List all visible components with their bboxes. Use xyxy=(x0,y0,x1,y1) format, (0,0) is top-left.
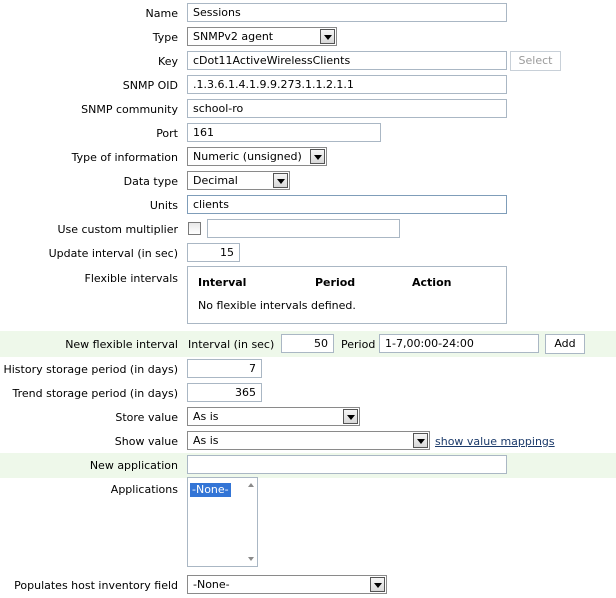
new-period-input[interactable]: 1-7,00:00-24:00 xyxy=(379,334,539,353)
show-value-value: As is xyxy=(193,434,219,447)
chevron-down-icon xyxy=(413,433,428,448)
select-button[interactable]: Select xyxy=(510,51,561,71)
snmp-oid-label: SNMP OID xyxy=(122,79,178,92)
show-value-mappings-link[interactable]: show value mappings xyxy=(435,435,555,448)
units-input[interactable]: clients xyxy=(187,195,507,214)
update-interval-label: Update interval (in sec) xyxy=(48,247,178,260)
snmp-community-label: SNMP community xyxy=(81,103,178,116)
history-storage-label: History storage period (in days) xyxy=(3,363,178,376)
snmp-community-input[interactable]: school-ro xyxy=(187,99,507,118)
type-select-value: SNMPv2 agent xyxy=(193,30,274,43)
chevron-down-icon xyxy=(370,577,385,592)
add-button[interactable]: Add xyxy=(545,334,585,354)
show-value-select[interactable] xyxy=(187,431,430,450)
type-of-information-select[interactable] xyxy=(187,147,327,166)
name-input[interactable]: Sessions xyxy=(187,3,507,22)
custom-multiplier-checkbox[interactable] xyxy=(188,222,201,235)
new-flexible-interval-label: New flexible interval xyxy=(65,338,178,351)
type-of-information-label: Type of information xyxy=(71,151,178,164)
store-value-label: Store value xyxy=(115,411,178,424)
host-inventory-select[interactable] xyxy=(187,575,387,594)
flexible-intervals-label: Flexible intervals xyxy=(84,272,178,285)
trend-storage-input[interactable]: 365 xyxy=(187,383,262,402)
store-value-select[interactable] xyxy=(187,407,360,426)
type-of-information-value: Numeric (unsigned) xyxy=(193,150,302,163)
key-label: Key xyxy=(158,55,178,68)
chevron-down-icon xyxy=(310,149,325,164)
scroll-down-icon[interactable] xyxy=(248,557,254,561)
name-label: Name xyxy=(145,7,178,20)
interval-in-sec-label: Interval (in sec) xyxy=(188,338,275,351)
new-application-input[interactable] xyxy=(187,455,507,474)
type-select[interactable] xyxy=(187,27,337,46)
action-column-header: Action xyxy=(412,276,452,289)
new-interval-input[interactable]: 50 xyxy=(281,334,334,353)
key-input[interactable]: cDot11ActiveWirelessClients xyxy=(187,51,507,70)
interval-column-header: Interval xyxy=(198,276,247,289)
trend-storage-label: Trend storage period (in days) xyxy=(12,387,178,400)
snmp-oid-input[interactable]: .1.3.6.1.4.1.9.9.273.1.1.2.1.1 xyxy=(187,75,507,94)
new-application-label: New application xyxy=(89,459,178,472)
store-value-value: As is xyxy=(193,410,219,423)
applications-option-none[interactable]: -None- xyxy=(192,483,229,496)
host-inventory-label: Populates host inventory field xyxy=(14,579,178,592)
applications-label: Applications xyxy=(110,483,178,496)
applications-listbox[interactable] xyxy=(187,477,258,567)
port-label: Port xyxy=(156,127,178,140)
data-type-select[interactable] xyxy=(187,171,290,190)
flexible-intervals-empty-text: No flexible intervals defined. xyxy=(198,299,356,312)
host-inventory-value: -None- xyxy=(193,578,230,591)
data-type-value: Decimal xyxy=(193,174,238,187)
flexible-intervals-table xyxy=(187,266,507,324)
update-interval-input[interactable]: 15 xyxy=(187,243,240,262)
type-label: Type xyxy=(152,31,178,44)
chevron-down-icon xyxy=(273,173,288,188)
show-value-label: Show value xyxy=(114,435,178,448)
period-column-header: Period xyxy=(315,276,356,289)
units-label: Units xyxy=(149,199,178,212)
history-storage-input[interactable]: 7 xyxy=(187,359,262,378)
scroll-up-icon[interactable] xyxy=(248,483,254,487)
custom-multiplier-label: Use custom multiplier xyxy=(57,223,178,236)
data-type-label: Data type xyxy=(123,175,178,188)
port-input[interactable]: 161 xyxy=(187,123,381,142)
chevron-down-icon xyxy=(320,29,335,44)
period-label: Period xyxy=(341,338,376,351)
applications-scrollbar[interactable] xyxy=(245,478,257,566)
custom-multiplier-input[interactable] xyxy=(207,219,400,238)
chevron-down-icon xyxy=(343,409,358,424)
